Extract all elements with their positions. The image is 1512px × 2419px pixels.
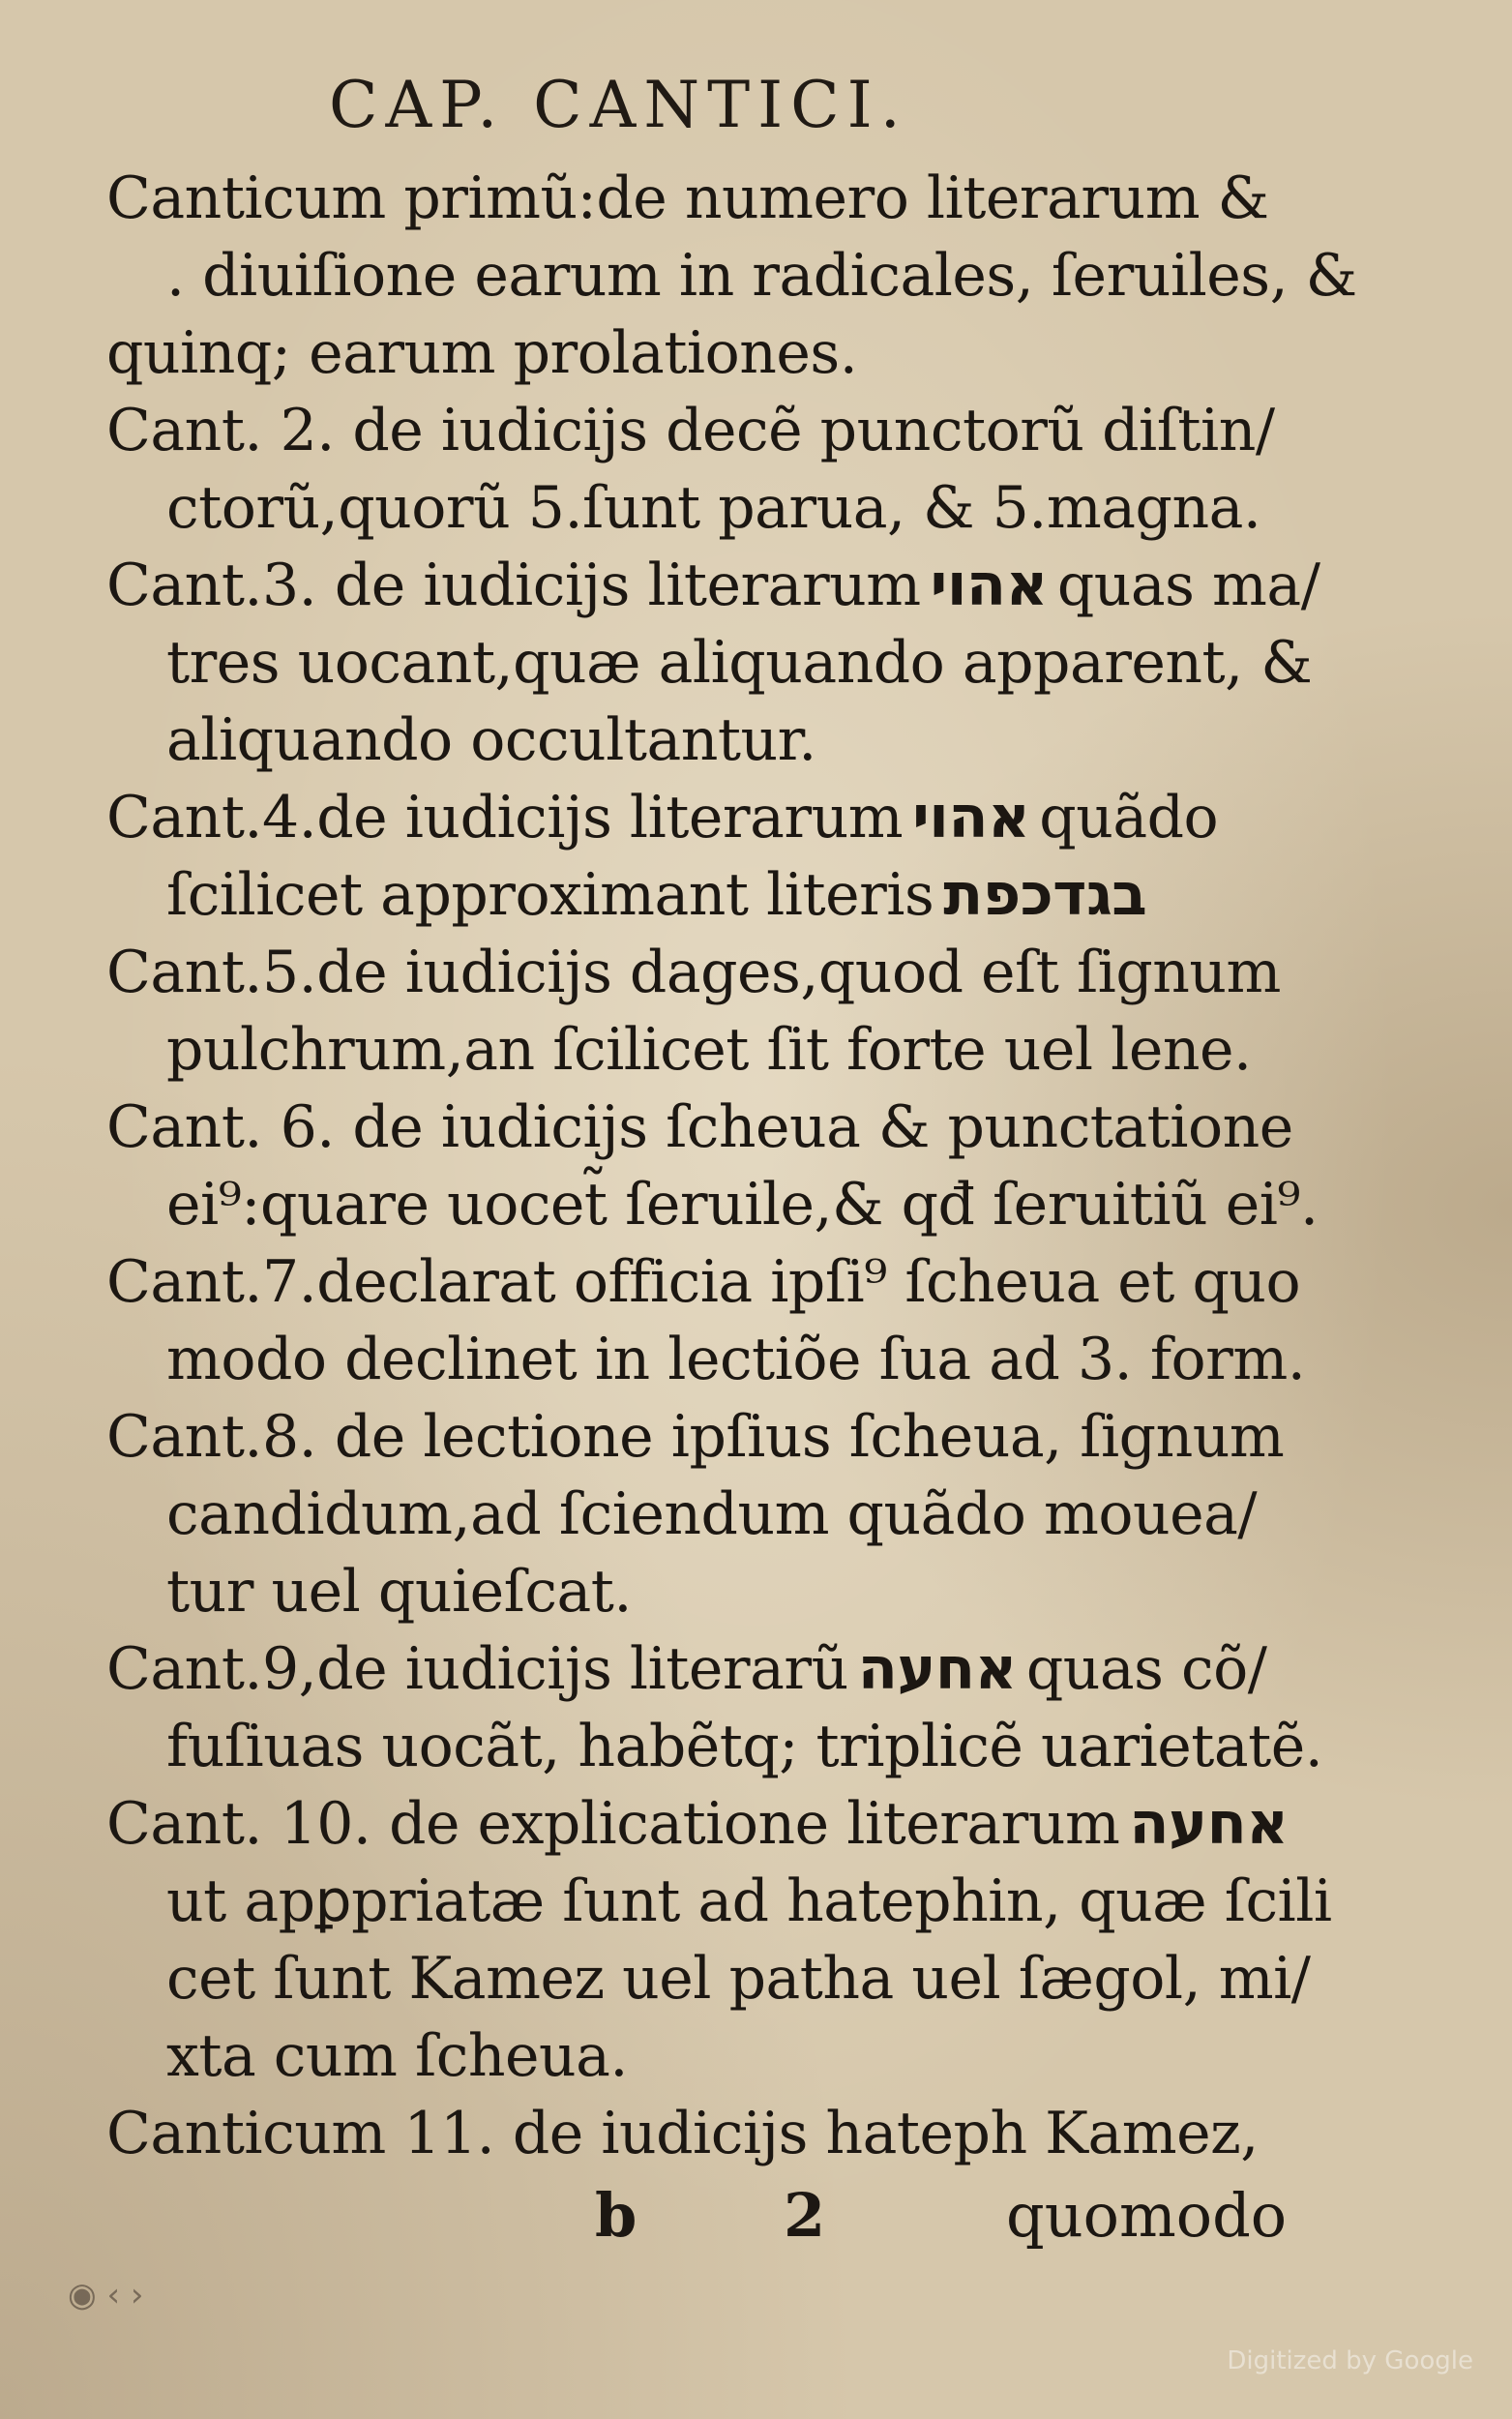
text-line: ut apꝑpriatæ ſunt ad hatephin, quæ ſcili bbox=[166, 1867, 1332, 1935]
text-line: cet ſunt Kamez uel patha uel ſægol, mi/ bbox=[166, 1945, 1311, 2013]
text-line: tres uocant,quæ aliquando apparent, & bbox=[166, 629, 1313, 697]
text-line: Cant.9,de iudicijs literarũ אחעה quas cõ/ bbox=[106, 1630, 1345, 1708]
text-line: ctorũ,quorũ 5.ſunt parua, & 5.magna. bbox=[166, 474, 1261, 542]
digitized-watermark: Digitized by Google bbox=[1227, 2346, 1473, 2375]
text-block bbox=[106, 160, 1357, 2172]
text-line: Cant.8. de lectione ipſius ſcheua, ſignum bbox=[106, 1403, 1285, 1471]
text-line: Cant. 6. de iudicijs ſcheua & punctatione bbox=[106, 1093, 1293, 1161]
text-line: tur uel quieſcat. bbox=[166, 1558, 632, 1626]
text-line: Cant.3. de iudicijs literarum אהוי quas ma/ bbox=[106, 547, 1345, 624]
text-line: Cant. 10. de explicatione literarum אחעה bbox=[106, 1785, 1345, 1863]
text-line: Cant.7.declarat officia ipſi⁹ ſcheua et quo bbox=[106, 1248, 1301, 1316]
page-footer bbox=[0, 2172, 1512, 2259]
signature-mark: b bbox=[595, 2180, 637, 2251]
text-line: Cant. 2. de iudicijs decẽ punctorũ diſtin/ bbox=[106, 397, 1275, 464]
text-line: ei⁹:quare uocet̃ ſeruile,& qđ ſeruitiũ ei⁹. bbox=[166, 1171, 1319, 1239]
text-line: quinq; earum prolationes. bbox=[106, 319, 858, 387]
hebrew-word: אחעה bbox=[1129, 1790, 1289, 1858]
catchword: quomodo bbox=[1006, 2180, 1288, 2251]
text-line: ſcilicet approximant literis בגדכפת bbox=[106, 856, 1345, 934]
hebrew-word: אהוי bbox=[912, 784, 1030, 851]
text-line: Cant.4.de iudicijs literarum אהוי quãdo bbox=[106, 779, 1345, 856]
running-head: CAP. CANTICI. bbox=[329, 68, 908, 142]
ornament-icon: ◉ ‹ › bbox=[68, 2276, 144, 2314]
text-line: Canticum 11. de iudicijs hateph Kamez, bbox=[106, 2100, 1259, 2167]
signature-number: 2 bbox=[784, 2180, 826, 2251]
text-line: xta cum ſcheua. bbox=[166, 2022, 628, 2090]
hebrew-word: בגדכפת bbox=[943, 861, 1147, 929]
hebrew-word: אחעה bbox=[857, 1635, 1017, 1703]
text-line: modo declinet in lectiõe ſua ad 3. form. bbox=[166, 1326, 1306, 1393]
hebrew-word: אהוי bbox=[930, 552, 1048, 619]
text-line: candidum,ad ſciendum quãdo mouea/ bbox=[166, 1480, 1258, 1548]
text-line: Cant.5.de iudicijs dages,quod eſt ſignum bbox=[106, 939, 1281, 1006]
text-line: . diuiſione earum in radicales, ſeruiles, & bbox=[166, 242, 1357, 310]
text-line: pulchrum,an ſcilicet ſit forte uel lene. bbox=[166, 1016, 1252, 1084]
text-line: aliquando occultantur. bbox=[166, 706, 816, 774]
text-line: Canticum primũ:de numero literarum & bbox=[106, 164, 1269, 232]
text-line: fuſiuas uocãt, habẽtq; triplicẽ uarietatẽ. bbox=[166, 1713, 1323, 1780]
